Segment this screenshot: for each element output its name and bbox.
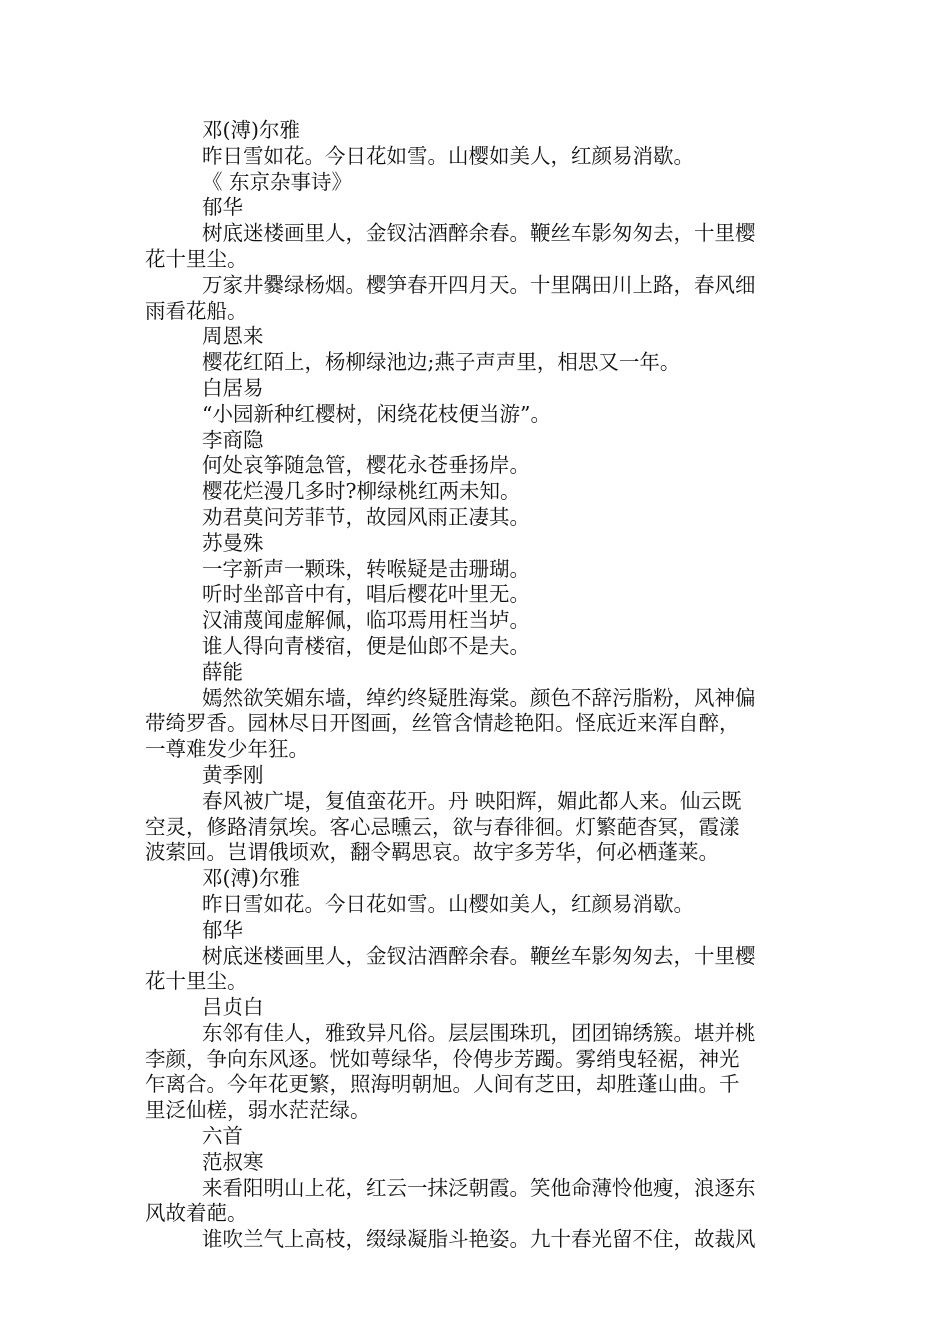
text-line: 空灵，修路清氛埃。客心忌曛云，欲与春徘徊。灯繁葩杳冥，霞漾 <box>145 814 740 839</box>
text-line: 花十里尘。 <box>145 969 248 994</box>
text-line: 六首 <box>202 1124 243 1149</box>
text-line: 薛能 <box>202 659 243 684</box>
text-line: 《 东京杂事诗》 <box>202 169 353 194</box>
text-line: 汉浦蔑闻虚解佩，临邛焉用枉当垆。 <box>202 608 530 633</box>
text-line: 嫣然欲笑媚东墙，绰约终疑胜海棠。颜色不辞污脂粉，风神偏 <box>202 685 756 710</box>
text-line: 东邻有佳人，雅致异凡俗。层层围珠玑，团团锦绣簇。堪并桃 <box>202 1020 756 1045</box>
text-line: 李商隐 <box>202 427 264 452</box>
text-line: 吕贞白 <box>202 995 264 1020</box>
text-line: 雨看花船。 <box>145 298 248 323</box>
text-line: 一字新声一颗珠，转喉疑是击珊瑚。 <box>202 556 530 581</box>
text-line: 樱花红陌上，杨柳绿池边;燕子声声里，相思又一年。 <box>202 350 681 375</box>
text-line: 昨日雪如花。今日花如雪。山樱如美人，红颜易消歇。 <box>202 143 694 168</box>
text-line: 邓(溥)尔雅 <box>202 118 300 142</box>
text-line: 苏曼殊 <box>202 530 264 555</box>
text-line: 郁华 <box>202 195 243 220</box>
text-line: 李颜，争向东风逐。恍如萼绿华，伶俜步芳躅。雾绡曳轻裾，神光 <box>145 1046 740 1071</box>
document-body <box>145 118 805 1253</box>
text-line: 来看阳明山上花，红云一抹泛朝霞。笑他命薄怜他瘦，浪逐东 <box>202 1175 756 1200</box>
text-line: 何处哀筝随急管，樱花永苍垂扬岸。 <box>202 453 530 478</box>
text-line: 谁人得向青楼宿，便是仙郎不是夫。 <box>202 633 530 658</box>
text-line: 风故着葩。 <box>145 1201 248 1226</box>
text-line: 花十里尘。 <box>145 246 248 271</box>
text-line: 一尊难发少年狂。 <box>145 737 309 762</box>
text-line: “小园新种红樱树，闲绕花枝便当游”。 <box>202 401 551 426</box>
text-line: 春风被广堤，复值蛮花开。丹 映阳辉，媚此都人来。仙云既 <box>202 788 742 813</box>
text-line: 万家井爨绿杨烟。樱笋春开四月天。十里隅田川上路，春风细 <box>202 272 756 297</box>
text-line: 劝君莫问芳菲节，故园风雨正凄其。 <box>202 504 530 529</box>
text-line: 郁华 <box>202 917 243 942</box>
text-line: 乍离合。今年花更繁，照海明朝旭。人间有芝田，却胜蓬山曲。千 <box>145 1072 740 1097</box>
text-line: 邓(溥)尔雅 <box>202 866 300 891</box>
text-line: 树底迷楼画里人，金钗沽酒醉余春。鞭丝车影匆匆去，十里樱 <box>202 221 756 246</box>
text-line: 谁吹兰气上高枝，缀绿凝脂斗艳姿。九十春光留不住，故裁风 <box>202 1227 756 1252</box>
text-line: 白居易 <box>202 375 264 400</box>
text-line: 带绮罗香。园林尽日开图画，丝管含情趁艳阳。怪底近来浑自醉， <box>145 711 740 736</box>
text-line: 里泛仙槎，弱水茫茫绿。 <box>145 1098 371 1123</box>
text-line: 樱花烂漫几多时?柳绿桃红两未知。 <box>202 479 521 504</box>
text-line: 周恩来 <box>202 324 264 349</box>
text-line: 范叔寒 <box>202 1149 264 1174</box>
text-line: 昨日雪如花。今日花如雪。山樱如美人，红颜易消歇。 <box>202 891 694 916</box>
text-line: 黄季刚 <box>202 762 264 787</box>
text-line: 波萦回。岂谓俄顷欢，翻令羁思哀。故宇多芳华，何必栖蓬莱。 <box>145 840 719 865</box>
text-line: 听时坐部音中有，唱后樱花叶里无。 <box>202 582 530 607</box>
text-line: 树底迷楼画里人，金钗沽酒醉余春。鞭丝车影匆匆去，十里樱 <box>202 943 756 968</box>
